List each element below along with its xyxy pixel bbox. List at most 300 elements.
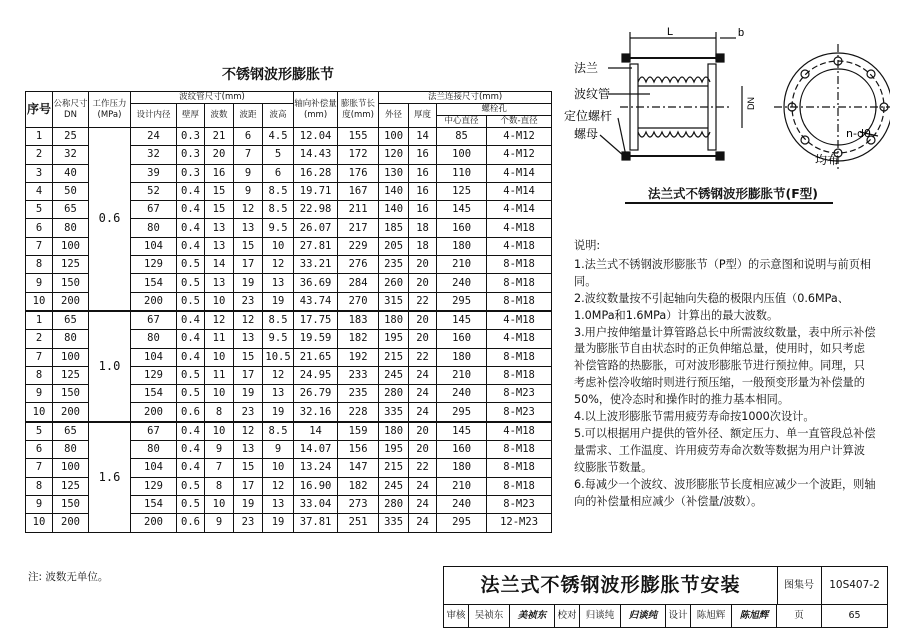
table-cell: 16 <box>409 182 437 200</box>
table-cell: 19 <box>234 385 263 403</box>
table-cell: 4-M18 <box>487 219 552 237</box>
table-cell: 180 <box>379 311 409 330</box>
check-label: 校对 <box>555 605 580 627</box>
table-cell: 36.69 <box>294 274 338 292</box>
table-cell: 12 <box>263 366 294 384</box>
table-cell: 8 <box>205 477 234 495</box>
table-cell: 14 <box>294 422 338 441</box>
checker-name: 归谈纯 <box>580 605 621 627</box>
table-cell: 16.90 <box>294 477 338 495</box>
table-cell: 80 <box>131 330 177 348</box>
table-cell: 145 <box>437 311 487 330</box>
table-cell: 215 <box>379 459 409 477</box>
table-cell: 104 <box>131 459 177 477</box>
table-cell: 0.5 <box>177 274 205 292</box>
table-cell: 195 <box>379 441 409 459</box>
table-cell: 9 <box>234 182 263 200</box>
table-cell: 10 <box>205 385 234 403</box>
label-bolt: 定位螺杆 <box>564 109 613 123</box>
table-cell: 7 <box>26 459 53 477</box>
table-cell: 295 <box>437 292 487 311</box>
table-cell: 104 <box>131 237 177 255</box>
table-cell: 13 <box>234 219 263 237</box>
table-cell: 13 <box>263 385 294 403</box>
table-cell: 145 <box>437 201 487 219</box>
table-cell: 43.74 <box>294 292 338 311</box>
table-cell: 3 <box>26 164 53 182</box>
table-cell: 235 <box>379 256 409 274</box>
header-pitch: 波距 <box>234 104 263 128</box>
note-item: 5.可以根据用户提供的管外径、额定压力、单一直管段总补偿量需求、工作温度、许用疲劳寿命次数等数据为用户计算波纹膨胀节数量。 <box>574 426 876 474</box>
table-cell: 19 <box>263 403 294 422</box>
table-cell: 4-M18 <box>487 330 552 348</box>
table-cell: 16.28 <box>294 164 338 182</box>
table-cell: 10 <box>205 495 234 513</box>
checker-signature: 归谈纯 <box>621 605 666 627</box>
table-cell: 8 <box>26 366 53 384</box>
header-wall: 壁厚 <box>177 104 205 128</box>
table-cell: 20 <box>409 274 437 292</box>
table-cell: 125 <box>53 366 89 384</box>
table-cell: 0.6 <box>177 514 205 532</box>
table-cell: 20 <box>409 330 437 348</box>
table-cell: 19 <box>263 292 294 311</box>
table-cell: 12 <box>234 311 263 330</box>
table-cell: 6 <box>26 219 53 237</box>
table-cell: 14.43 <box>294 146 338 164</box>
table-cell: 0.6 <box>177 403 205 422</box>
table-cell: 176 <box>338 164 379 182</box>
table-cell: 39 <box>131 164 177 182</box>
header-bellows: 波纹管尺寸(mm) <box>131 92 294 104</box>
table-cell: 335 <box>379 403 409 422</box>
table-cell: 24.95 <box>294 366 338 384</box>
table-cell: 156 <box>338 441 379 459</box>
label-flange: 法兰 <box>574 61 599 75</box>
table-cell: 25 <box>53 128 89 146</box>
table-cell: 4-M14 <box>487 164 552 182</box>
table-cell: 8 <box>26 477 53 495</box>
table-cell: 8-M18 <box>487 366 552 384</box>
table-cell: 233 <box>338 366 379 384</box>
table-cell: 24 <box>409 385 437 403</box>
table-cell: 210 <box>437 256 487 274</box>
table-cell: 8 <box>205 403 234 422</box>
notes-section <box>574 238 876 511</box>
table-cell: 5 <box>26 422 53 441</box>
table-cell: 104 <box>131 348 177 366</box>
table-cell: 8-M18 <box>487 256 552 274</box>
table-cell: 0.3 <box>177 128 205 146</box>
table-cell: 16 <box>409 201 437 219</box>
table-cell: 2 <box>26 146 53 164</box>
table-cell: 6 <box>263 164 294 182</box>
table-cell: 80 <box>53 330 89 348</box>
table-cell: 67 <box>131 201 177 219</box>
table-cell: 180 <box>379 422 409 441</box>
header-waves: 波数 <box>205 104 234 128</box>
table-cell: 17 <box>234 256 263 274</box>
table-cell: 23 <box>234 292 263 311</box>
label-uniform: 均布 <box>815 153 840 167</box>
table-cell: 19 <box>263 514 294 532</box>
table-cell: 67 <box>131 311 177 330</box>
table-cell: 0.4 <box>177 441 205 459</box>
table-cell: 8 <box>26 256 53 274</box>
table-cell: 12 <box>234 201 263 219</box>
table-cell: 18 <box>409 237 437 255</box>
designer-signature: 陈旭辉 <box>732 605 777 627</box>
table-cell: 80 <box>131 441 177 459</box>
dim-dn: DN <box>746 97 756 110</box>
table-cell: 147 <box>338 459 379 477</box>
table-cell: 125 <box>437 182 487 200</box>
header-seq: 序号 <box>26 92 53 128</box>
header-thick: 厚度 <box>409 104 437 128</box>
note-item: 4.以上波形膨胀节需用疲劳寿命按1000次设计。 <box>574 410 815 424</box>
table-cell: 17 <box>234 477 263 495</box>
table-cell: 240 <box>437 495 487 513</box>
table-cell: 20 <box>409 256 437 274</box>
table-row <box>26 128 552 146</box>
spec-table <box>25 91 552 533</box>
table-cell: 10 <box>263 459 294 477</box>
table-cell: 10 <box>26 292 53 311</box>
dim-L: L <box>666 26 674 38</box>
header-axial: 轴向补偿量(mm) <box>294 92 338 128</box>
label-holes: n-d0 <box>846 127 871 140</box>
table-cell: 32.16 <box>294 403 338 422</box>
table-cell: 160 <box>437 330 487 348</box>
title-block <box>443 566 888 628</box>
table-cell: 13 <box>263 495 294 513</box>
table-cell: 100 <box>53 237 89 255</box>
table-cell: 8-M23 <box>487 403 552 422</box>
table-cell: 140 <box>379 182 409 200</box>
table-cell: 12 <box>205 311 234 330</box>
note-item: 6.每减少一个波纹、波形膨胀节长度相应减少一个波距，则轴向的补偿量相应减少（补偿量/波数）。 <box>574 477 876 508</box>
table-cell: 284 <box>338 274 379 292</box>
table-cell: 0.4 <box>177 201 205 219</box>
page-number: 65 <box>848 610 861 621</box>
table-cell: 12 <box>263 256 294 274</box>
header-pressure: 工作压力(MPa) <box>89 92 131 128</box>
table-cell: 130 <box>379 164 409 182</box>
table-cell: 235 <box>338 385 379 403</box>
table-cell: 195 <box>379 330 409 348</box>
table-cell: 0.4 <box>177 459 205 477</box>
header-length: 膨胀节长度(mm) <box>338 92 379 128</box>
pressure-cell: 0.6 <box>89 128 131 311</box>
table-cell: 1 <box>26 311 53 330</box>
table-cell: 280 <box>379 385 409 403</box>
table-cell: 8.5 <box>263 182 294 200</box>
table-cell: 15 <box>234 237 263 255</box>
table-cell: 17.75 <box>294 311 338 330</box>
table-cell: 129 <box>131 256 177 274</box>
table-cell: 21.65 <box>294 348 338 366</box>
table-cell: 200 <box>131 514 177 532</box>
table-cell: 192 <box>338 348 379 366</box>
dim-b: b <box>738 27 745 39</box>
table-cell: 52 <box>131 182 177 200</box>
table-cell: 335 <box>379 514 409 532</box>
table-cell: 0.5 <box>177 477 205 495</box>
table-cell: 7 <box>26 348 53 366</box>
table-cell: 4-M12 <box>487 128 552 146</box>
table-cell: 182 <box>338 477 379 495</box>
table-cell: 217 <box>338 219 379 237</box>
table-cell: 229 <box>338 237 379 255</box>
table-cell: 20 <box>409 441 437 459</box>
table-cell: 273 <box>338 495 379 513</box>
table-cell: 150 <box>53 385 89 403</box>
table-cell: 21 <box>205 128 234 146</box>
note-item: 2.波纹数量按不引起轴向失稳的极限内压值（0.6MPa、1.0MPa和1.6MPa）计算出的最大波数。 <box>574 291 849 322</box>
table-cell: 160 <box>437 441 487 459</box>
table-cell: 210 <box>437 366 487 384</box>
table-cell: 33.04 <box>294 495 338 513</box>
table-cell: 12-M23 <box>487 514 552 532</box>
table-cell: 9 <box>205 514 234 532</box>
table-cell: 16 <box>205 164 234 182</box>
designer-name: 陈旭辉 <box>691 605 732 627</box>
table-cell: 251 <box>338 514 379 532</box>
table-cell: 10 <box>205 348 234 366</box>
table-row <box>26 422 552 441</box>
table-cell: 100 <box>437 146 487 164</box>
table-cell: 0.5 <box>177 366 205 384</box>
table-cell: 8.5 <box>263 422 294 441</box>
table-cell: 180 <box>437 348 487 366</box>
table-cell: 120 <box>379 146 409 164</box>
table-cell: 32 <box>131 146 177 164</box>
table-cell: 180 <box>437 459 487 477</box>
page-label: 页 <box>777 605 822 627</box>
table-cell: 315 <box>379 292 409 311</box>
table-cell: 150 <box>53 274 89 292</box>
table-cell: 9 <box>26 385 53 403</box>
table-cell: 8-M23 <box>487 495 552 513</box>
table-cell: 33.21 <box>294 256 338 274</box>
table-cell: 26.07 <box>294 219 338 237</box>
table-cell: 15 <box>205 182 234 200</box>
table-cell: 185 <box>379 219 409 237</box>
reviewer-name: 吴祯东 <box>469 605 510 627</box>
table-cell: 8.5 <box>263 201 294 219</box>
table-cell: 129 <box>131 366 177 384</box>
table-cell: 19.59 <box>294 330 338 348</box>
table-cell: 0.4 <box>177 182 205 200</box>
table-row <box>26 311 552 330</box>
table-cell: 19 <box>234 495 263 513</box>
table-cell: 65 <box>53 311 89 330</box>
table-cell: 9 <box>263 441 294 459</box>
table-cell: 15 <box>234 348 263 366</box>
table-cell: 13 <box>234 330 263 348</box>
table-cell: 100 <box>53 459 89 477</box>
table-cell: 0.4 <box>177 311 205 330</box>
table-cell: 26.79 <box>294 385 338 403</box>
table-cell: 13 <box>205 237 234 255</box>
table-cell: 13 <box>263 274 294 292</box>
table-cell: 15 <box>205 201 234 219</box>
table-cell: 0.4 <box>177 219 205 237</box>
table-cell: 2 <box>26 330 53 348</box>
table-cell: 7 <box>205 459 234 477</box>
drawing-title: 法兰式不锈钢波形膨胀节安装 <box>444 567 778 605</box>
table-cell: 100 <box>53 348 89 366</box>
table-cell: 154 <box>131 274 177 292</box>
table-cell: 0.5 <box>177 495 205 513</box>
table-cell: 205 <box>379 237 409 255</box>
table-cell: 4.5 <box>263 128 294 146</box>
table-cell: 1 <box>26 128 53 146</box>
table-cell: 9.5 <box>263 219 294 237</box>
table-cell: 7 <box>26 237 53 255</box>
table-cell: 9 <box>26 495 53 513</box>
table-cell: 4-M18 <box>487 422 552 441</box>
table-cell: 24 <box>409 366 437 384</box>
table-cell: 19.71 <box>294 182 338 200</box>
table-cell: 13 <box>234 441 263 459</box>
table-cell: 0.4 <box>177 422 205 441</box>
header-bolt-count: 个数-直径 <box>487 116 552 128</box>
table-cell: 0.4 <box>177 348 205 366</box>
table-cell: 228 <box>338 403 379 422</box>
table-cell: 0.5 <box>177 385 205 403</box>
table-cell: 0.5 <box>177 292 205 311</box>
table-cell: 160 <box>437 219 487 237</box>
header-bolt-center: 中心直径 <box>437 116 487 128</box>
table-cell: 10 <box>26 403 53 422</box>
table-cell: 65 <box>53 422 89 441</box>
table-cell: 0.3 <box>177 146 205 164</box>
header-dn: 公称尺寸DN <box>53 92 89 128</box>
table-cell: 10 <box>26 514 53 532</box>
design-label: 设计 <box>666 605 691 627</box>
table-cell: 9 <box>26 274 53 292</box>
table-cell: 180 <box>437 237 487 255</box>
reviewer-signature: 美祯东 <box>510 605 555 627</box>
table-cell: 10 <box>205 422 234 441</box>
table-cell: 7 <box>234 146 263 164</box>
table-cell: 200 <box>53 514 89 532</box>
table-cell: 6 <box>26 441 53 459</box>
table-cell: 80 <box>53 219 89 237</box>
label-bellows: 波纹管 <box>574 87 611 101</box>
table-cell: 129 <box>131 477 177 495</box>
table-cell: 12 <box>234 422 263 441</box>
header-bolt: 螺栓孔 <box>437 104 552 116</box>
table-cell: 215 <box>379 348 409 366</box>
table-cell: 150 <box>53 495 89 513</box>
table-cell: 85 <box>437 128 487 146</box>
table-cell: 240 <box>437 274 487 292</box>
table-cell: 4-M18 <box>487 311 552 330</box>
table-cell: 14.07 <box>294 441 338 459</box>
table-cell: 67 <box>131 422 177 441</box>
table-cell: 16 <box>409 164 437 182</box>
header-outer: 外径 <box>379 104 409 128</box>
table-cell: 295 <box>437 403 487 422</box>
table-cell: 24 <box>409 403 437 422</box>
table-cell: 154 <box>131 495 177 513</box>
table-cell: 4-M14 <box>487 182 552 200</box>
table-cell: 65 <box>53 201 89 219</box>
table-cell: 32 <box>53 146 89 164</box>
table-cell: 40 <box>53 164 89 182</box>
table-cell: 10.5 <box>263 348 294 366</box>
table-cell: 8-M18 <box>487 274 552 292</box>
table-cell: 155 <box>338 128 379 146</box>
table-cell: 245 <box>379 366 409 384</box>
table-cell: 5 <box>263 146 294 164</box>
atlas-label: 图集号 <box>777 567 822 605</box>
table-cell: 18 <box>409 219 437 237</box>
table-cell: 172 <box>338 146 379 164</box>
table-cell: 167 <box>338 182 379 200</box>
table-cell: 210 <box>437 477 487 495</box>
table-cell: 5 <box>26 201 53 219</box>
expansion-joint-diagram <box>560 24 890 184</box>
table-cell: 20 <box>409 311 437 330</box>
table-cell: 20 <box>205 146 234 164</box>
header-inner-dia: 设计内径 <box>131 104 177 128</box>
table-cell: 24 <box>131 128 177 146</box>
table-cell: 0.4 <box>177 330 205 348</box>
table-cell: 140 <box>379 201 409 219</box>
table-cell: 13 <box>205 219 234 237</box>
table-cell: 24 <box>409 477 437 495</box>
table-cell: 8-M18 <box>487 459 552 477</box>
header-flange: 法兰连接尺寸(mm) <box>379 92 552 104</box>
table-cell: 154 <box>131 385 177 403</box>
table-cell: 245 <box>379 477 409 495</box>
table-cell: 4-M12 <box>487 146 552 164</box>
table-cell: 4-M18 <box>487 237 552 255</box>
table-cell: 110 <box>437 164 487 182</box>
table-cell: 22.98 <box>294 201 338 219</box>
table-cell: 50 <box>53 182 89 200</box>
table-cell: 240 <box>437 385 487 403</box>
table-cell: 200 <box>131 292 177 311</box>
table-cell: 12 <box>263 477 294 495</box>
table-cell: 8-M23 <box>487 385 552 403</box>
table-cell: 9.5 <box>263 330 294 348</box>
table-cell: 19 <box>234 274 263 292</box>
table-cell: 27.81 <box>294 237 338 255</box>
table-cell: 11 <box>205 330 234 348</box>
table-cell: 14 <box>409 128 437 146</box>
table-cell: 37.81 <box>294 514 338 532</box>
label-nut: 螺母 <box>574 127 599 141</box>
table-cell: 4 <box>26 182 53 200</box>
table-cell: 159 <box>338 422 379 441</box>
table-cell: 145 <box>437 422 487 441</box>
table-cell: 80 <box>131 219 177 237</box>
table-cell: 23 <box>234 403 263 422</box>
table-cell: 22 <box>409 292 437 311</box>
table-cell: 8-M18 <box>487 441 552 459</box>
pressure-cell: 1.0 <box>89 311 131 422</box>
table-cell: 11 <box>205 366 234 384</box>
table-cell: 24 <box>409 514 437 532</box>
table-cell: 200 <box>53 403 89 422</box>
table-cell: 8.5 <box>263 311 294 330</box>
caption-underline <box>625 202 833 204</box>
table-cell: 12.04 <box>294 128 338 146</box>
